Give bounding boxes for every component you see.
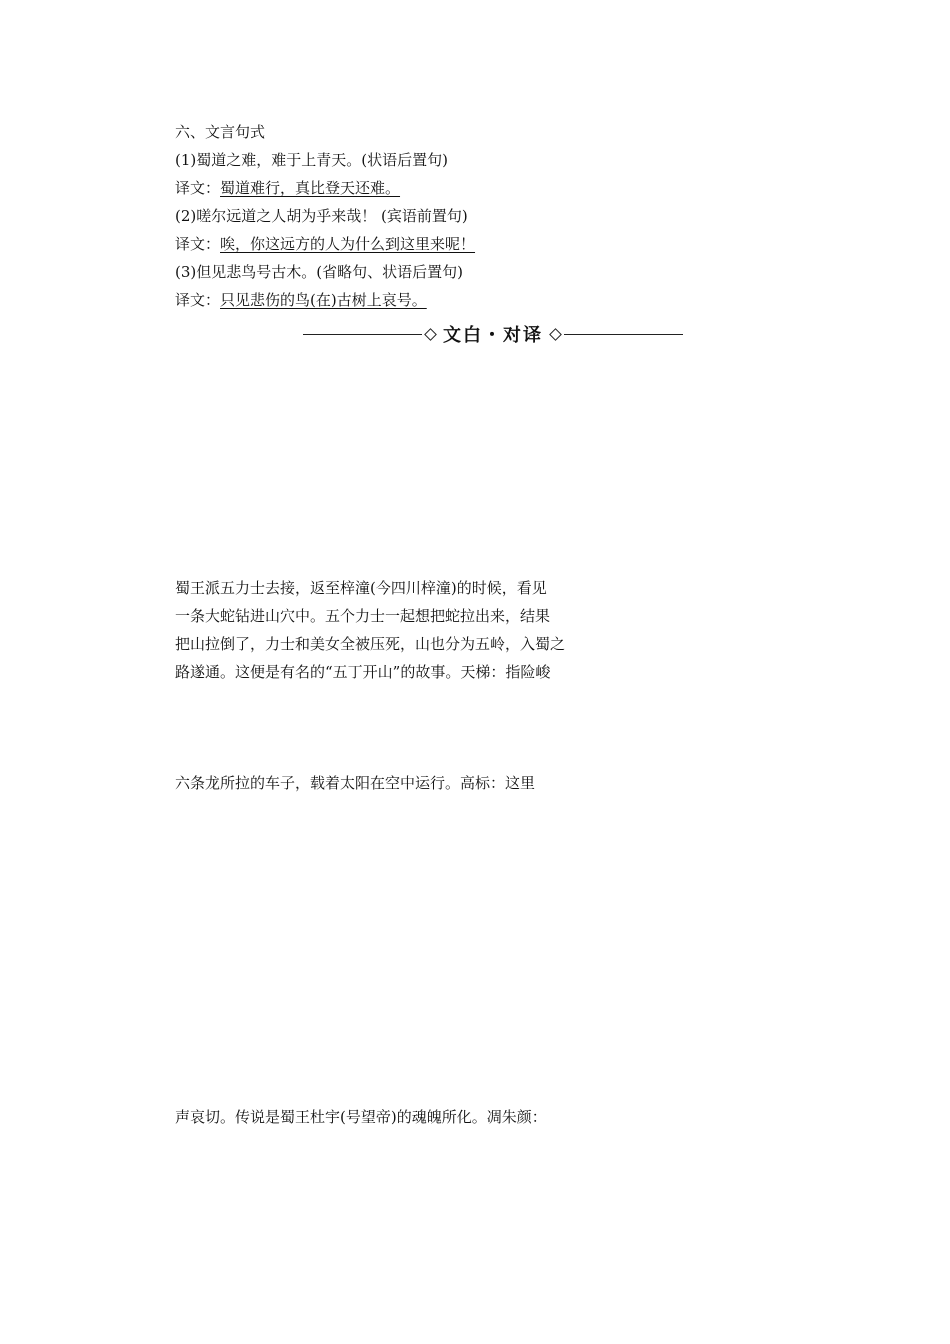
banner-rule-right (564, 334, 683, 335)
translation-2 (175, 234, 475, 254)
translation-3 (175, 290, 427, 310)
translation-text: 唉，你这远方的人为什么到这里来呢！ (220, 235, 476, 253)
banner-title: 文白・对译 (443, 325, 543, 346)
translation-label: 译文： (175, 291, 221, 309)
note-line: 蜀王派五力士去接，返至梓潼(今四川梓潼)的时候，看见 (175, 579, 547, 597)
sentence-3: (3)但见悲鸟号古木。(省略句、状语后置句) (175, 263, 463, 281)
translation-label: 译文： (175, 235, 221, 253)
diamond-icon (424, 328, 437, 341)
note-line: 一条大蛇钻进山穴中。五个力士一起想把蛇拉出来，结果 (175, 607, 551, 625)
note-line: 路遂通。这便是有名的“五丁开山”的故事。天梯：指险峻 (175, 663, 551, 681)
section-heading: 六、文言句式 (175, 123, 266, 141)
note-block-2: 六条龙所拉的车子，载着太阳在空中运行。高标：这里 (175, 774, 536, 792)
banner-rule-left (303, 334, 422, 335)
sentence-1: (1)蜀道之难，难于上青天。(状语后置句) (175, 151, 448, 169)
note-block-3: 声哀切。传说是蜀王杜宇(号望帝)的魂魄所化。凋朱颜： (175, 1108, 547, 1126)
translation-1 (175, 178, 400, 198)
translation-text: 只见悲伤的鸟(在)古树上哀号。 (220, 291, 427, 309)
translation-text: 蜀道难行，真比登天还难。 (220, 179, 401, 197)
note-line: 把山拉倒了，力士和美女全被压死，山也分为五岭，入蜀之 (175, 635, 566, 653)
sentence-2: (2)嗟尔远道之人胡为乎来哉！ (宾语前置句) (175, 207, 468, 225)
diamond-icon (549, 328, 562, 341)
note-block-1 (175, 574, 565, 686)
translation-label: 译文： (175, 179, 221, 197)
section-banner (303, 320, 683, 348)
